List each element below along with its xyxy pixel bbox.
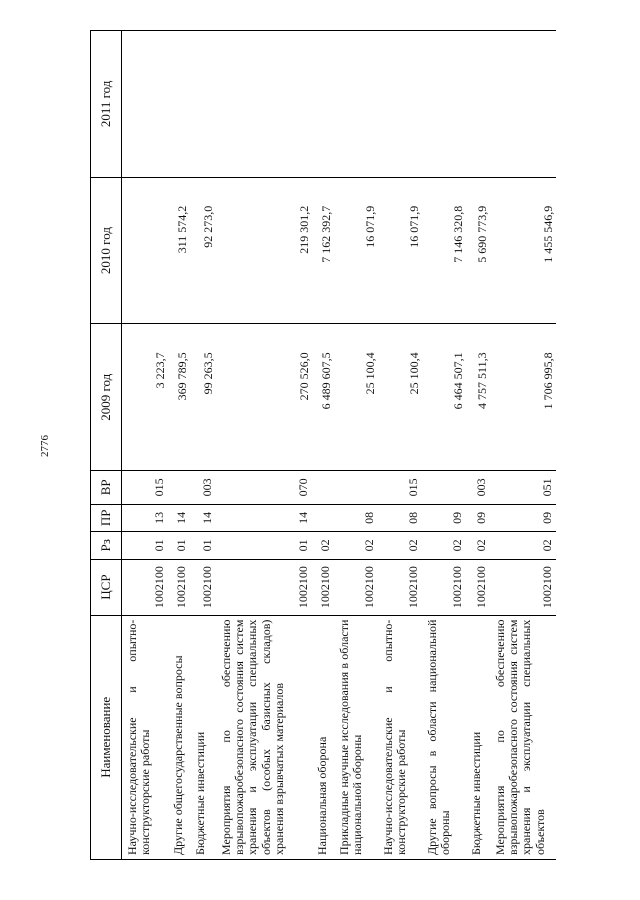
row-2010: 1 455 546,9 <box>490 177 556 324</box>
table-row <box>122 31 168 860</box>
row-vr <box>334 471 378 505</box>
row-rz: 02 <box>312 532 334 559</box>
row-2011 <box>312 31 334 178</box>
row-csr: 1002100 <box>122 559 168 615</box>
row-pr: 14 <box>168 504 190 531</box>
table-header-row <box>91 31 122 860</box>
row-rz: 02 <box>466 532 490 559</box>
header-2009: 2009 год <box>91 324 122 471</box>
row-csr: 1002100 <box>312 559 334 615</box>
row-2011 <box>216 31 312 178</box>
rotated-page-content <box>90 30 560 860</box>
row-vr <box>422 471 466 505</box>
row-2011 <box>466 31 490 178</box>
row-2009: 4 757 511,3 <box>466 324 490 471</box>
row-name: Мероприятия по обеспечению взрывопожаробезопасного состояния систем хранения и эксплуатации специальных объектов <box>490 615 556 859</box>
row-2011 <box>168 31 190 178</box>
header-name: Наименование <box>91 615 122 859</box>
row-2009: 369 789,5 <box>168 324 190 471</box>
row-2010: 7 162 392,7 <box>312 177 334 324</box>
table-row <box>466 31 490 860</box>
row-2010: 311 574,2 <box>168 177 190 324</box>
row-2009: 3 223,7 <box>122 324 168 471</box>
row-name: Научно-исследовательские и опытно-конструкторские работы <box>122 615 168 859</box>
row-name: Другие общегосударственные вопросы <box>168 615 190 859</box>
row-pr <box>312 504 334 531</box>
table-row <box>422 31 466 860</box>
row-rz: 01 <box>190 532 216 559</box>
row-pr: 08 <box>378 504 422 531</box>
row-2010: 16 071,9 <box>378 177 422 324</box>
row-vr: 051 <box>490 471 556 505</box>
row-name: Прикладные научные исследования в области национальной обороны <box>334 615 378 859</box>
row-2010: 5 690 773,9 <box>466 177 490 324</box>
header-2011: 2011 год <box>91 31 122 178</box>
row-vr: 070 <box>216 471 312 505</box>
row-vr <box>312 471 334 505</box>
row-pr: 09 <box>490 504 556 531</box>
row-pr: 14 <box>190 504 216 531</box>
row-2010: 219 301,2 <box>216 177 312 324</box>
row-rz: 01 <box>122 532 168 559</box>
header-2010: 2010 год <box>91 177 122 324</box>
row-2011 <box>378 31 422 178</box>
row-vr <box>168 471 190 505</box>
row-csr: 1002100 <box>490 559 556 615</box>
table-row <box>334 31 378 860</box>
header-pr: ПР <box>91 504 122 531</box>
row-rz: 01 <box>216 532 312 559</box>
row-2010: 92 273,0 <box>190 177 216 324</box>
row-csr: 1002100 <box>168 559 190 615</box>
row-2011 <box>422 31 466 178</box>
row-pr: 09 <box>466 504 490 531</box>
row-2010: 7 146 320,8 <box>422 177 466 324</box>
row-csr: 1002100 <box>422 559 466 615</box>
row-name: Мероприятия по обеспечению взрывопожаробезопасного состояния систем хранения и эксплуатации специальных объектов (особых базисных складов) хранения взрывчатых материалов <box>216 615 312 859</box>
row-2009: 25 100,4 <box>378 324 422 471</box>
row-csr: 1002100 <box>190 559 216 615</box>
row-2009: 6 464 507,1 <box>422 324 466 471</box>
row-rz: 02 <box>334 532 378 559</box>
table-row <box>490 31 556 860</box>
header-vr: ВР <box>91 471 122 505</box>
row-vr: 003 <box>190 471 216 505</box>
row-2010: 16 071,9 <box>334 177 378 324</box>
row-2009: 6 489 607,5 <box>312 324 334 471</box>
table-row <box>216 31 312 860</box>
row-2009: 99 263,5 <box>190 324 216 471</box>
row-vr: 003 <box>466 471 490 505</box>
row-rz: 02 <box>422 532 466 559</box>
budget-table <box>90 30 556 860</box>
page-number: 2776 <box>39 435 51 457</box>
row-2011 <box>190 31 216 178</box>
header-csr: ЦСР <box>91 559 122 615</box>
row-name: Национальная оборона <box>312 615 334 859</box>
row-rz: 02 <box>490 532 556 559</box>
row-2011 <box>334 31 378 178</box>
row-name: Бюджетные инвестиции <box>466 615 490 859</box>
row-2009: 25 100,4 <box>334 324 378 471</box>
table-row <box>378 31 422 860</box>
row-rz: 01 <box>168 532 190 559</box>
header-rz: Рз <box>91 532 122 559</box>
row-name: Другие вопросы в области национальной обороны <box>422 615 466 859</box>
row-csr: 1002100 <box>378 559 422 615</box>
row-2011 <box>490 31 556 178</box>
row-csr: 1002100 <box>216 559 312 615</box>
table-row <box>168 31 190 860</box>
row-vr: 015 <box>122 471 168 505</box>
row-name: Научно-исследовательские и опытно-конструкторские работы <box>378 615 422 859</box>
row-pr: 14 <box>216 504 312 531</box>
row-pr: 08 <box>334 504 378 531</box>
row-pr: 13 <box>122 504 168 531</box>
row-csr: 1002100 <box>466 559 490 615</box>
row-2009: 270 526,0 <box>216 324 312 471</box>
table-row <box>190 31 216 860</box>
row-2011 <box>122 31 168 178</box>
row-pr: 09 <box>422 504 466 531</box>
row-csr: 1002100 <box>334 559 378 615</box>
table-row <box>312 31 334 860</box>
row-rz: 02 <box>378 532 422 559</box>
row-name: Бюджетные инвестиции <box>190 615 216 859</box>
row-2010 <box>122 177 168 324</box>
row-vr: 015 <box>378 471 422 505</box>
row-2009: 1 706 995,8 <box>490 324 556 471</box>
